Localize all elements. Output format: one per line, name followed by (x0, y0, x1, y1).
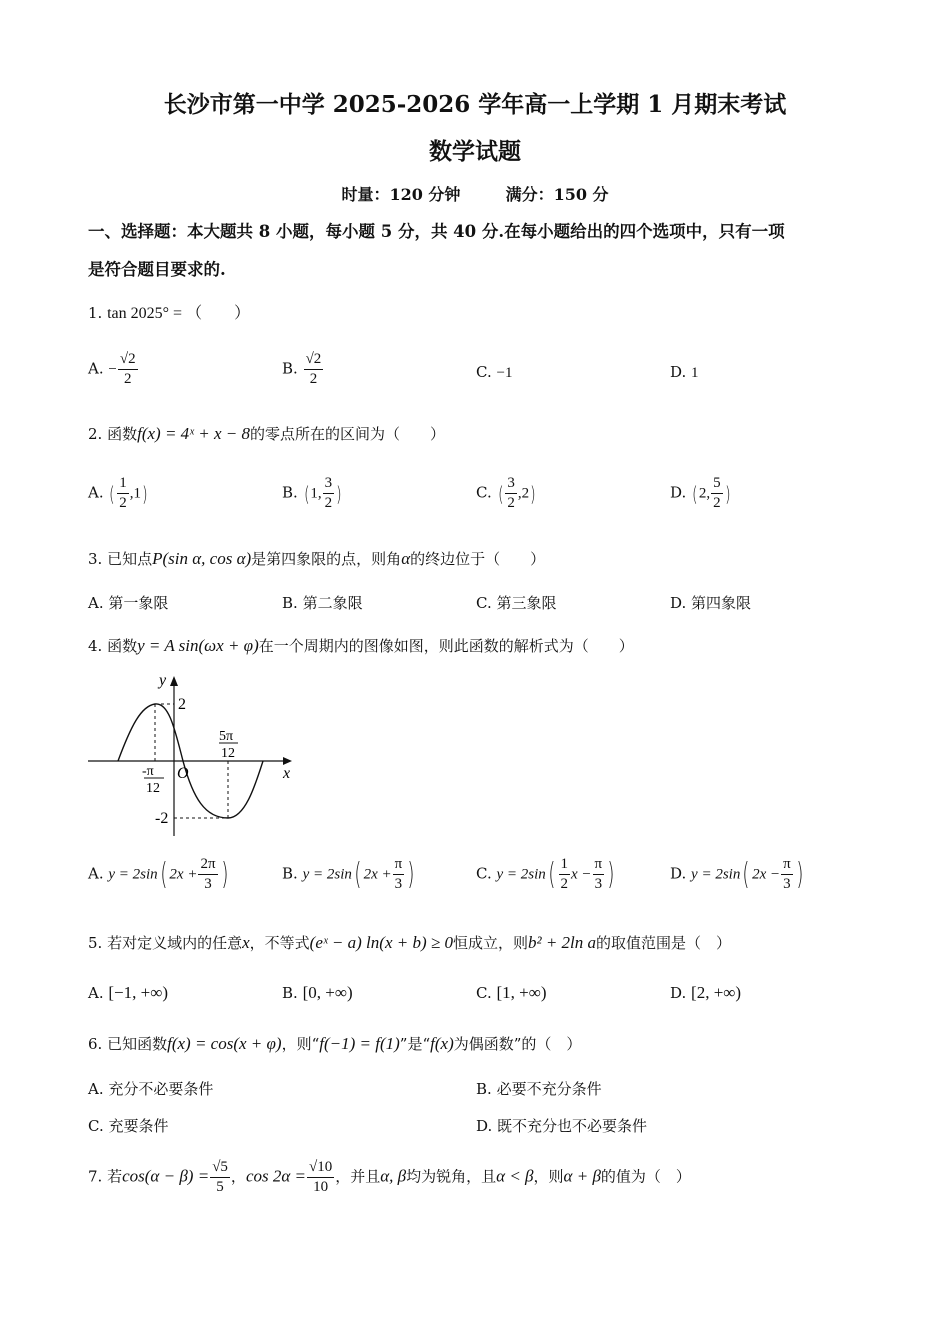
q3-option-a (88, 592, 168, 613)
q6-option-c (88, 1115, 169, 1136)
denominator: 2 (123, 371, 132, 387)
fraction (593, 855, 605, 894)
option-letter: C. (476, 363, 492, 381)
q6-option-a (88, 1078, 213, 1099)
fraction (304, 350, 324, 389)
numerator: √2 (304, 350, 324, 370)
denominator: 3 (783, 876, 791, 892)
question-2 (88, 423, 445, 444)
q6-mid: ，则“ (281, 1035, 320, 1053)
q7-number: 7. (88, 1167, 103, 1186)
option-letter: D. (670, 594, 687, 612)
option-letter: C. (476, 984, 492, 1002)
option-letter: D. (670, 363, 687, 381)
q6-mid2: ”是“ (399, 1035, 431, 1053)
q6-option-b (476, 1078, 602, 1099)
bound: 2 (698, 485, 707, 502)
option-expr: y = 2sin (691, 866, 741, 883)
option-letter: D. (670, 864, 687, 883)
q4-number: 4. (88, 637, 103, 655)
q5-x: x (242, 933, 250, 952)
q3-option-c (476, 592, 557, 613)
option-value: −1 (496, 365, 513, 381)
q2-number: 2. (88, 425, 103, 443)
q5-option-c (476, 983, 547, 1003)
q2-option-d: D. (2, $\frac{5}{2}$ ) (670, 475, 731, 511)
fraction (505, 474, 517, 513)
q4-option-a: A. y = 2sin( 2x + $\frac{2\pi}{3}$ ) (88, 856, 228, 892)
option-value: [2, +∞) (691, 983, 742, 1002)
q7-cos-double: cos 2α = (245, 1166, 306, 1186)
numerator: 3 (505, 474, 517, 494)
q4-pre: 函数 (107, 637, 138, 655)
option-text: 第三象限 (496, 594, 557, 612)
q3-option-d (670, 592, 751, 613)
denominator: 10 (313, 1179, 329, 1195)
question-1 (88, 300, 250, 323)
fraction (559, 855, 571, 894)
q4-option-b: B. y = 2sin( 2x + $\frac{\pi}{3}$ ) (282, 856, 415, 892)
q2-post: 的零点所在的区间为（ ） (249, 425, 445, 443)
q7-alpha-beta: α, β (380, 1166, 407, 1186)
q2-option-a: A. ( $\frac{1}{2}$ ,1) (88, 475, 148, 511)
option-letter: D. (476, 1117, 493, 1135)
score-label: 满分：150 分 (505, 185, 609, 204)
q6-function: f(x) = cos(x + φ) (167, 1034, 282, 1053)
option-letter: B. (282, 359, 298, 378)
section-heading-line1: 一、选择题：本大题共 8 小题，每小题 5 分，共 40 分.在每小题给出的四个选项中，只有一项 (88, 222, 785, 241)
q5-mid2: 恒成立，则 (452, 934, 528, 952)
option-letter: A. (88, 984, 104, 1002)
numerator: π (781, 855, 793, 875)
numerator: π (593, 855, 605, 875)
q6-number: 6. (88, 1035, 103, 1053)
q3-number: 3. (88, 550, 103, 568)
minus-sign: − (108, 361, 117, 378)
fraction (781, 855, 793, 894)
q4-function: y = A sin(ωx + φ) (137, 636, 259, 655)
fraction (711, 474, 723, 513)
numerator: √10 (307, 1158, 334, 1178)
exam-title: 长沙市第一中学 2025-2026 学年高一上学期 1 月期末考试 (163, 91, 787, 118)
option-letter: B. (282, 864, 298, 883)
option-letter: D. (670, 483, 687, 502)
option-text: 必要不充分条件 (496, 1080, 602, 1098)
option-letter: C. (476, 864, 492, 883)
q6-option-d (476, 1115, 647, 1136)
option-letter: A. (88, 1080, 104, 1098)
fraction (307, 1158, 334, 1197)
q7-less-than: α < β (496, 1166, 534, 1186)
q2-option-b: B. (1, $\frac{3}{2}$ ) (282, 475, 342, 511)
option-text: 既不充分也不必要条件 (497, 1117, 648, 1135)
q4-sine-graph (85, 668, 300, 840)
q1-option-c (476, 363, 512, 382)
q4-option-c: C. y = 2sin( $\frac{1}{2}$ x − $\frac{\pi}{3}$ ) (476, 856, 615, 892)
q7-sum: α + β (563, 1166, 601, 1186)
q5-option-d (670, 983, 741, 1003)
option-letter: B. (282, 984, 298, 1002)
option-letter: B. (476, 1080, 492, 1098)
option-letter: A. (88, 483, 104, 502)
q3-post: 的终边位于（ ） (410, 550, 546, 568)
time-label: 时量：120 分钟 (341, 185, 461, 204)
x-axis-label: x (283, 765, 291, 782)
option-expr: x − (571, 866, 592, 883)
question-3 (88, 548, 545, 569)
numerator: 3 (323, 474, 335, 494)
q2-pre: 函数 (107, 425, 138, 443)
section-heading-line2: 是符合题目要求的. (88, 260, 226, 279)
q5-expression: b² + 2ln a (527, 933, 597, 952)
q3-option-b (282, 592, 363, 613)
q2-option-c: C. ( $\frac{3}{2}$ ,2) (476, 475, 536, 511)
option-letter: C. (476, 594, 492, 612)
fraction (198, 855, 217, 894)
q7-separator: ， (230, 1167, 246, 1186)
left-tick-numerator: -π (142, 764, 154, 779)
exam-subtitle: 数学试题 (429, 138, 521, 165)
q5-mid: ，不等式 (249, 934, 310, 952)
denominator: 3 (394, 876, 403, 892)
option-letter: B. (282, 483, 298, 502)
q5-option-b (282, 983, 353, 1003)
denominator: 3 (204, 876, 212, 892)
q5-option-a (88, 983, 168, 1003)
option-letter: C. (88, 1117, 104, 1135)
left-tick-denominator: 12 (146, 781, 160, 796)
question-7 (88, 1158, 691, 1197)
bound: 1 (310, 485, 318, 502)
q1-stem: tan 2025° = （ ） (107, 305, 251, 322)
question-5 (88, 932, 731, 953)
fraction (118, 350, 138, 389)
option-expr: 2x + (363, 866, 392, 883)
option-expr: y = 2sin (496, 866, 546, 883)
option-letter: D. (670, 984, 687, 1002)
min-label: -2 (155, 810, 169, 827)
numerator: √2 (118, 350, 138, 370)
q6-fx: f(x) (430, 1034, 454, 1053)
q1-option-b (282, 350, 324, 389)
option-letter: A. (88, 359, 104, 378)
denominator: 5 (216, 1179, 224, 1195)
q4-post: 在一个周期内的图像如图，则此函数的解析式为（ ） (258, 637, 634, 655)
q7-mid2: 均为锐角，且 (406, 1167, 497, 1186)
q2-function: f(x) = 4ˣ + x − 8 (137, 424, 250, 443)
q3-alpha: α (401, 549, 411, 568)
q3-pre: 已知点 (107, 550, 153, 568)
option-text: 第二象限 (302, 594, 363, 612)
fraction (210, 1158, 230, 1197)
q3-point: P(sin α, cos α) (152, 549, 252, 568)
right-tick-numerator: 5π (219, 729, 234, 744)
q6-pre: 已知函数 (107, 1035, 168, 1053)
option-expr: y = 2sin (108, 866, 158, 883)
q7-mid3: ，则 (533, 1167, 564, 1186)
denominator: 3 (594, 876, 603, 892)
q3-mid: 是第四象限的点，则角 (251, 550, 402, 568)
option-value: [0, +∞) (302, 983, 353, 1002)
q6-condition: f(−1) = f(1) (319, 1034, 400, 1053)
y-axis-label: y (159, 672, 167, 689)
origin-label: O (177, 765, 189, 782)
numerator: π (393, 855, 405, 875)
q7-pre: 若 (107, 1167, 123, 1186)
q5-post: 的取值范围是（ ） (596, 934, 732, 952)
denominator: 2 (309, 371, 318, 387)
option-letter: C. (476, 483, 492, 502)
q7-post: 的值为（ ） (600, 1167, 691, 1186)
option-value: [1, +∞) (496, 983, 547, 1002)
fraction (323, 474, 335, 513)
bound: 2 (521, 485, 530, 502)
option-letter: A. (88, 594, 104, 612)
option-value: [−1, +∞) (108, 983, 169, 1002)
denominator: 2 (507, 495, 515, 511)
question-4 (88, 635, 634, 656)
q5-inequality: (eˣ − a) ln(x + b) ≥ 0 (309, 933, 453, 952)
q4-option-d: D. y = 2sin( 2x − $\frac{\pi}{3}$ ) (670, 856, 804, 892)
q7-mid: ，并且 (335, 1167, 381, 1186)
option-text: 充分不必要条件 (108, 1080, 214, 1098)
denominator: 2 (119, 495, 127, 511)
numerator: 2π (198, 855, 217, 875)
q1-option-a (88, 350, 139, 389)
q5-number: 5. (88, 934, 103, 952)
denominator: 2 (324, 495, 333, 511)
option-expr: y = 2sin (302, 866, 352, 883)
option-text: 第一象限 (108, 594, 169, 612)
fraction (393, 855, 405, 894)
y-axis-arrow (170, 676, 178, 686)
x-axis-arrow (283, 757, 292, 765)
exam-meta (0, 182, 950, 205)
option-letter: B. (282, 594, 298, 612)
bound: 1 (133, 485, 141, 502)
question-6 (88, 1033, 581, 1054)
right-tick-denominator: 12 (221, 746, 235, 761)
max-label: 2 (178, 696, 186, 713)
option-expr: 2x − (752, 866, 781, 883)
option-letter: A. (88, 864, 104, 883)
denominator: 2 (713, 495, 721, 511)
q7-cos-diff: cos(α − β) = (122, 1166, 210, 1186)
q1-number: 1. (88, 304, 103, 322)
option-text: 第四象限 (691, 594, 752, 612)
numerator: 1 (117, 474, 129, 494)
option-value: 1 (691, 365, 699, 381)
numerator: 5 (711, 474, 723, 494)
denominator: 2 (560, 876, 569, 892)
numerator: √5 (210, 1158, 230, 1178)
q6-post: 为偶函数”的（ ） (453, 1035, 582, 1053)
fraction (117, 474, 129, 513)
q5-pre: 若对定义域内的任意 (107, 934, 243, 952)
option-text: 充要条件 (108, 1117, 169, 1135)
numerator: 1 (559, 855, 571, 875)
option-expr: 2x + (169, 866, 198, 883)
q1-option-d (670, 363, 699, 382)
